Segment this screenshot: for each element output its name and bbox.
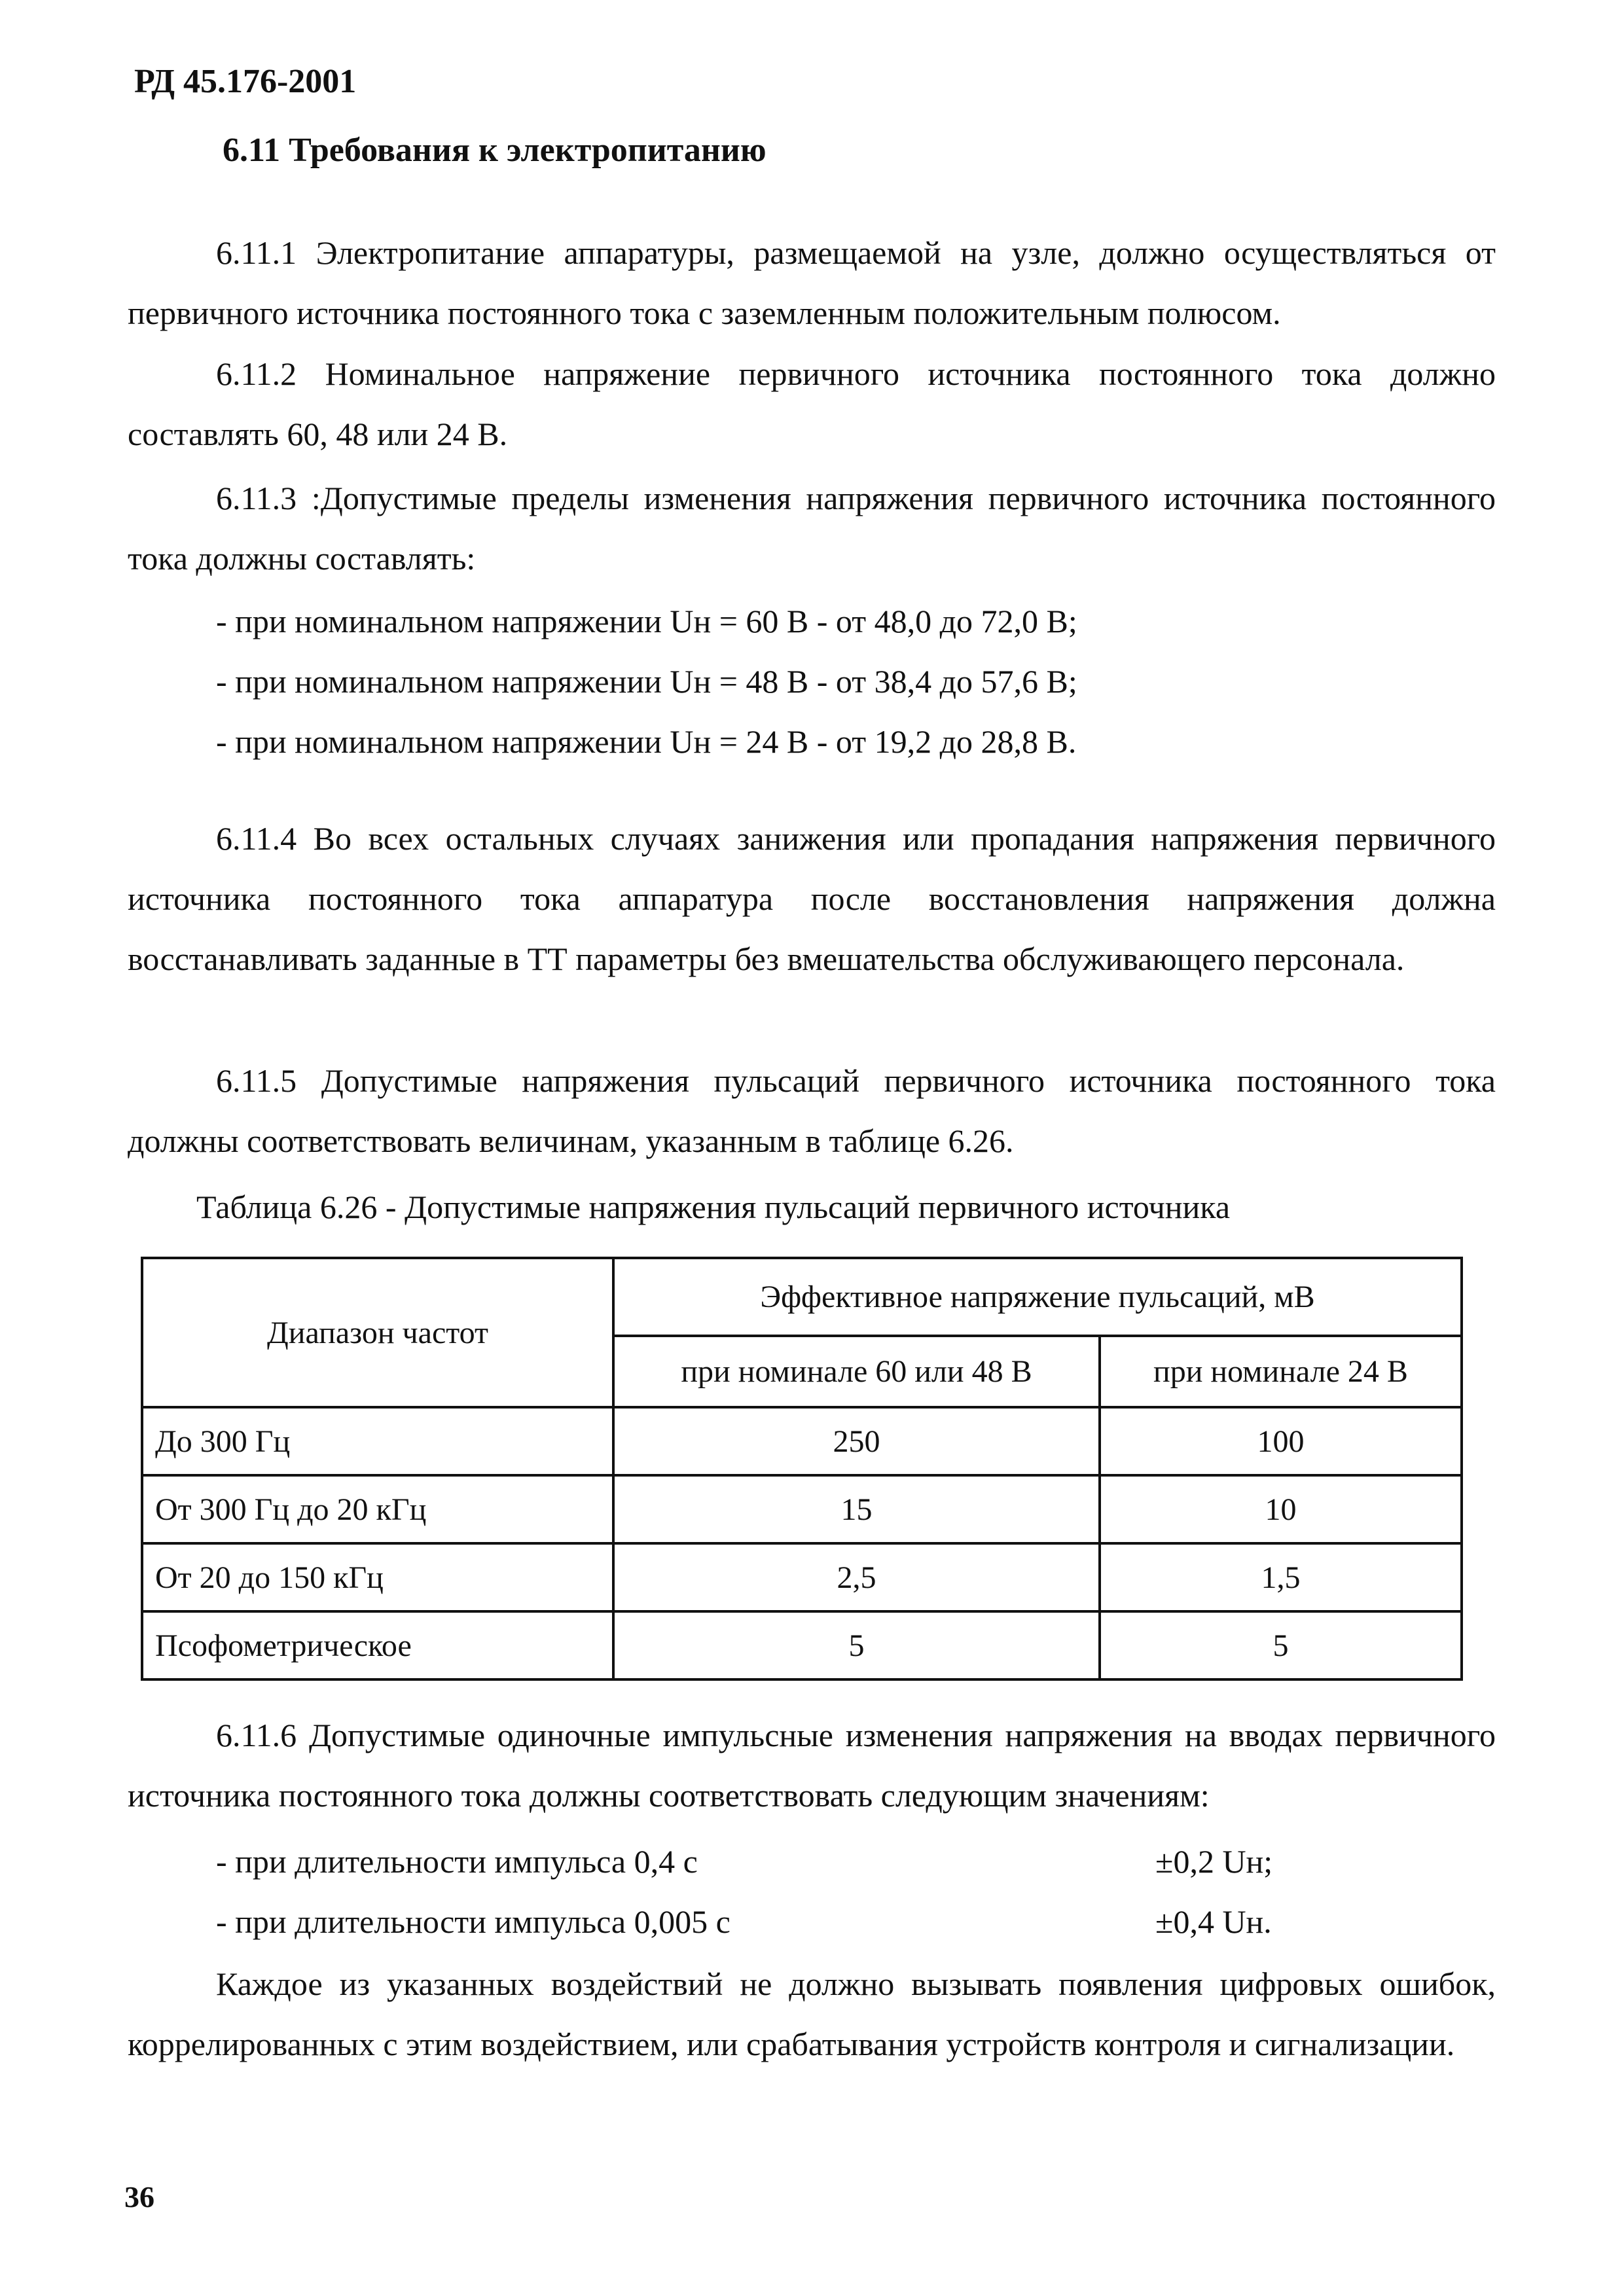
paragraph-number: 6.11.4 [216,820,297,857]
paragraph-text: Электропитание аппаратуры, размещаемой на узле, должно осуществляться от первичного источника постоянного тока с заземленным положительным полюсом. [128,234,1496,331]
nominal-60-48-header: при номинале 60 или 48 В [613,1336,1100,1407]
document-code: РД 45.176-2001 [134,63,357,100]
pulse-tolerance-value: ±0,2 Uн; [1155,1843,1273,1880]
paragraph-text: :Допустимые пределы изменения напряжения первичного источника постоянного тока должны составлять: [128,480,1496,577]
value-60-48-cell: 15 [613,1475,1100,1543]
paragraph-6-11-2 [128,344,1496,464]
paragraph-6-11-3 [128,468,1496,588]
table-caption: Таблица 6.26 - Допустимые напряжения пульсаций первичного источника [196,1189,1231,1225]
frequency-range-cell: До 300 Гц [142,1407,613,1475]
frequency-range-cell: Псофометрическое [142,1611,613,1679]
pulse-duration-label: - при длительности импульса 0,4 с [216,1843,698,1880]
voltage-limit-60: - при номинальном напряжении Uн = 60 В - от 48,0 до 72,0 В; [216,603,1077,639]
paragraph-text: Допустимые напряжения пульсаций первичного источника постоянного тока должны соответствовать величинам, указанным в таблице 6.26. [128,1062,1496,1159]
pulse-duration-label: - при длительности импульса 0,005 с [216,1903,731,1940]
value-60-48-cell: 250 [613,1407,1100,1475]
voltage-limit-48: - при номинальном напряжении Uн = 48 В - от 38,4 до 57,6 В; [216,663,1077,700]
paragraph-number: 6.11.2 [216,355,297,392]
frequency-range-cell: От 20 до 150 кГц [142,1543,613,1611]
paragraph-number: 6.11.3 [216,480,297,516]
paragraph-number: 6.11.1 [216,234,297,271]
paragraph-text: Каждое из указанных воздействий не должно вызывать появления цифровых ошибок, коррелированных с этим воздействием, или срабатывания устройств контроля и сигнализации. [128,1965,1496,2062]
section-title: 6.11 Требования к электропитанию [223,132,767,169]
value-24-cell: 5 [1100,1611,1462,1679]
frequency-range-cell: От 300 Гц до 20 кГц [142,1475,613,1543]
value-60-48-cell: 5 [613,1611,1100,1679]
table-row [142,1611,1462,1679]
paragraph-6-11-1 [128,223,1496,343]
frequency-range-header: Диапазон частот [142,1258,613,1407]
paragraph-number: 6.11.6 [216,1717,297,1753]
paragraph-number: 6.11.5 [216,1062,297,1099]
value-24-cell: 100 [1100,1407,1462,1475]
paragraph-6-11-6 [128,1705,1496,1825]
ripple-voltage-table [141,1257,1463,1681]
value-24-cell: 1,5 [1100,1543,1462,1611]
table-row [142,1475,1462,1543]
paragraph-text: Номинальное напряжение первичного источника постоянного тока должно составлять 60, 48 или 24 В. [128,355,1496,452]
value-24-cell: 10 [1100,1475,1462,1543]
paragraph-6-11-5 [128,1050,1496,1171]
pulse-tolerance-value: ±0,4 Uн. [1155,1903,1272,1940]
page-number: 36 [124,2180,154,2214]
paragraph-6-11-4 [128,808,1496,989]
paragraph-text: Во всех остальных случаях занижения или пропадания напряжения первичного источника постоянного тока аппаратура после восстановления напряжения должна восстанавливать заданные в ТТ параметры без вмешательства обслуживающего персонала. [128,820,1496,977]
voltage-limit-24: - при номинальном напряжении Uн = 24 В - от 19,2 до 28,8 В. [216,723,1077,760]
value-60-48-cell: 2,5 [613,1543,1100,1611]
paragraph-text: Допустимые одиночные импульсные изменения напряжения на вводах первичного источника постоянного тока должны соответствовать следующим значениям: [128,1717,1496,1814]
table-row [142,1543,1462,1611]
table-row [142,1407,1462,1475]
nominal-24-header: при номинале 24 В [1100,1336,1462,1407]
ripple-voltage-header: Эффективное напряжение пульсаций, мВ [613,1258,1462,1336]
table-header-row [142,1258,1462,1336]
paragraph-closing [128,1954,1496,2074]
